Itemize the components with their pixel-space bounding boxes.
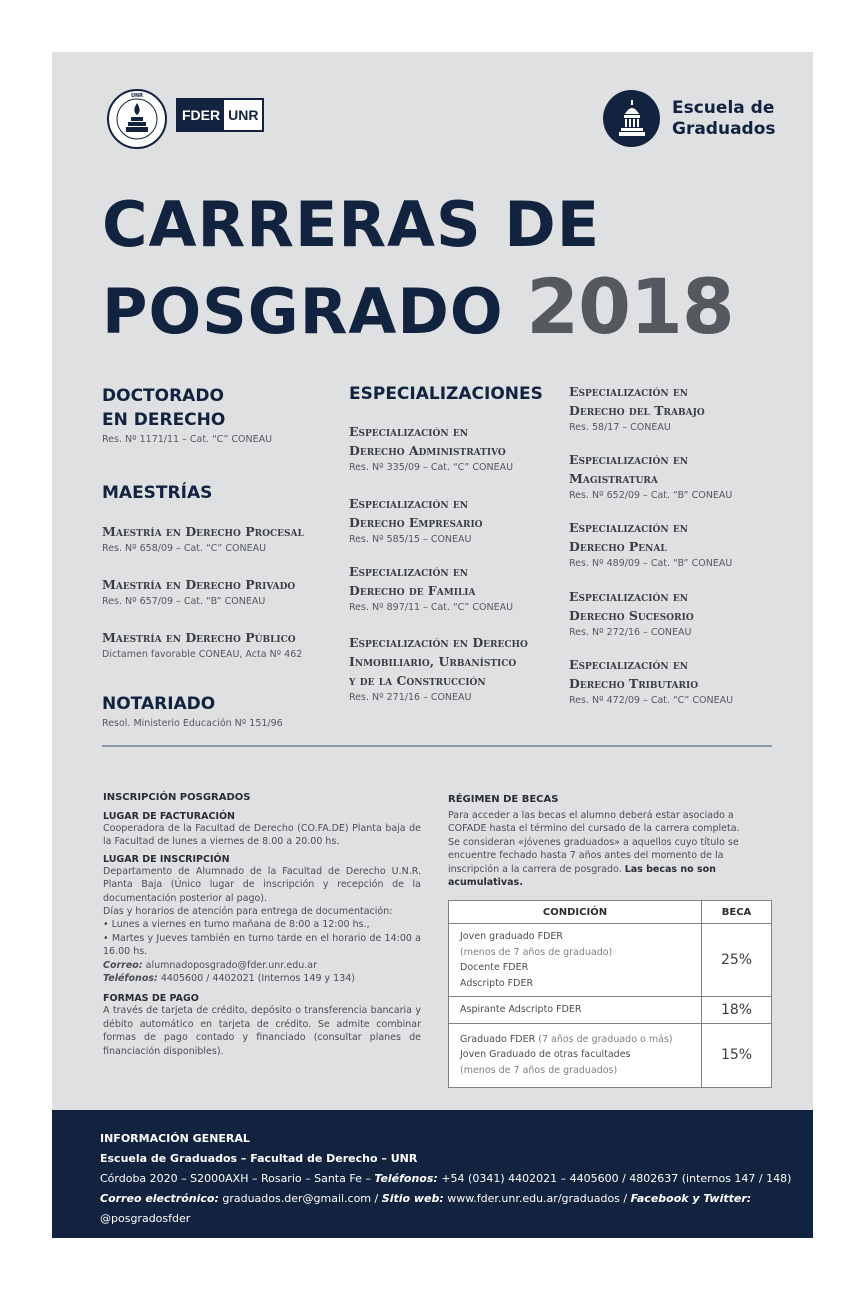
especializaciones-heading: ESPECIALIZACIONES bbox=[349, 384, 543, 404]
maestria-title: Maestría en Derecho Público bbox=[102, 630, 296, 645]
footer-social-handle[interactable]: @posgradosfder bbox=[100, 1212, 191, 1225]
condition-text: Joven graduado FDER bbox=[460, 931, 563, 942]
maestria-title: Maestría en Derecho Procesal bbox=[102, 524, 304, 539]
esp-title-line: y de la Construcción bbox=[349, 673, 486, 688]
facturacion-text: Cooperadora de la Facultad de Derecho (CO.FA.DE) Planta baja de la Facultad de lunes a viernes de 8.00 a 20.00 hs. bbox=[103, 823, 421, 848]
becas-table bbox=[448, 900, 772, 1088]
footer-web-link[interactable]: www.fder.unr.edu.ar/graduados bbox=[447, 1192, 620, 1205]
esp-title-line: Especialización en bbox=[569, 384, 688, 399]
table-row bbox=[449, 924, 772, 997]
inscripcion-heading: INSCRIPCIÓN POSGRADOS bbox=[103, 792, 251, 803]
becas-paragraph-1: Para acceder a las becas el alumno deberá estar asociado a COFADE hasta el término del cursado de la carrera completa. bbox=[448, 810, 740, 835]
becas-note: Las becas no son acumulativas. bbox=[448, 863, 716, 889]
condition-text: Adscripto FDER bbox=[460, 977, 534, 989]
pago-text: A través de tarjeta de crédito, depósito o transferencia bancaria y débito automático en tarjeta de crédito. Se admite combinar formas de pago contado y financiado (consultar planes de financiación disponibles). bbox=[103, 1005, 421, 1057]
correo-value: alumnadoposgrado@fder.unr.edu.ar bbox=[145, 959, 317, 971]
esp-title-line: Especialización en bbox=[569, 520, 688, 535]
condition-note: (7 años de graduado o más) bbox=[538, 1033, 673, 1045]
footer-tel-value: +54 (0341) 4402021 – 4405600 / 4802637 (internos 147 / 148) bbox=[441, 1172, 792, 1185]
list-item bbox=[102, 522, 342, 556]
esp-res: Res. Nº 897/11 – Cat. “C” CONEAU bbox=[349, 602, 514, 613]
esp-res: Res. Nº 271/16 – CONEAU bbox=[349, 692, 472, 703]
esp-res: Res. Nº 472/09 – Cat. “C” CONEAU bbox=[569, 695, 734, 706]
beca-percent: 15% bbox=[702, 1023, 772, 1087]
footer-address: Córdoba 2020 – S2000AXH – Rosario – Santa Fe – bbox=[100, 1172, 371, 1185]
escuela-line1: Escuela de bbox=[672, 97, 775, 118]
maestria-res: Res. Nº 657/09 – Cat. “B” CONEAU bbox=[102, 596, 266, 607]
becas-section bbox=[448, 794, 774, 889]
footer-tel-label: Teléfonos: bbox=[374, 1172, 438, 1185]
footer-social-label: Facebook y Twitter: bbox=[630, 1192, 752, 1205]
esp-title-line: Inmobiliario, Urbanístico bbox=[349, 654, 517, 669]
footer-web-label: Sitio web: bbox=[381, 1192, 444, 1205]
esp-title-line: Magistratura bbox=[569, 471, 658, 486]
escuela-line2: Graduados bbox=[672, 118, 776, 139]
condition-note: (menos de 7 años de graduados) bbox=[460, 1064, 618, 1076]
table-row bbox=[449, 1023, 772, 1087]
inscripcion-label: LUGAR DE INSCRIPCIÓN bbox=[103, 853, 230, 865]
page-title bbox=[102, 184, 734, 353]
condition-text: Joven Graduado de otras facultades bbox=[460, 1049, 631, 1061]
correo-label: Correo: bbox=[103, 959, 143, 971]
inscripcion-text: Departamento de Alumnado de la Facultad de Derecho U.N.R. Planta Baja (Único lugar de inscripción y recepción de la documentación posterior al pago). bbox=[103, 865, 421, 904]
col-beca: BECA bbox=[702, 901, 772, 924]
facturacion-label: LUGAR DE FACTURACIÓN bbox=[103, 811, 236, 822]
title-line1: CARRERAS DE bbox=[102, 188, 601, 261]
maestria-res: Res. Nº 658/09 – Cat. “C” CONEAU bbox=[102, 543, 267, 554]
list-item bbox=[569, 655, 769, 708]
list-item bbox=[349, 422, 564, 475]
list-item bbox=[569, 382, 769, 435]
escuela-graduados-logo bbox=[603, 90, 776, 147]
esp-title-line: Derecho de Familia bbox=[349, 583, 476, 598]
list-item bbox=[349, 633, 564, 705]
notariado-heading: NOTARIADO bbox=[102, 694, 216, 714]
poster bbox=[52, 52, 813, 1238]
dias-text: Días y horarios de atención para entrega de documentación: bbox=[103, 906, 393, 918]
fder-logo-left: FDER bbox=[178, 100, 224, 130]
condition-note: (menos de 7 años de graduado) bbox=[460, 946, 613, 958]
becas-paragraph-2: Se consideran «jóvenes graduados» a aquellos cuyo título se encuentre fechado hasta 7 años antes del momento de la inscripción a la carrera de posgrado. bbox=[448, 836, 739, 875]
svg-text:UNR: UNR bbox=[130, 93, 144, 99]
esp-res: Res. Nº 272/16 – CONEAU bbox=[569, 627, 692, 638]
becas-heading: RÉGIMEN DE BECAS bbox=[448, 794, 559, 805]
table-header-row bbox=[449, 901, 772, 924]
esp-res: Res. Nº 489/09 – Cat. “B” CONEAU bbox=[569, 558, 733, 569]
condition-text: Graduado FDER bbox=[460, 1033, 536, 1045]
title-year: 2018 bbox=[526, 262, 734, 351]
esp-title-line: Especialización en bbox=[569, 589, 688, 604]
esp-title-line: Especialización en bbox=[349, 496, 468, 511]
doctorado-title-2: EN DERECHO bbox=[102, 410, 226, 430]
telefonos-value: 4405600 / 4402021 (Internos 149 y 134) bbox=[160, 973, 355, 985]
maestria-title: Maestría en Derecho Privado bbox=[102, 577, 296, 592]
esp-title-line: Derecho Empresario bbox=[349, 515, 483, 530]
esp-title-line: Especialización en bbox=[569, 657, 688, 672]
esp-res: Res. Nº 585/15 – CONEAU bbox=[349, 534, 472, 545]
inscripcion-section bbox=[103, 792, 421, 1058]
pago-label: FORMAS DE PAGO bbox=[103, 993, 199, 1005]
list-item bbox=[569, 518, 769, 571]
esp-title-line: Especialización en bbox=[349, 424, 468, 439]
title-line2: POSGRADO bbox=[102, 275, 504, 348]
beca-percent: 18% bbox=[702, 997, 772, 1024]
condition-text: Aspirante Adscripto FDER bbox=[460, 1004, 582, 1015]
esp-title-line: Derecho Tributario bbox=[569, 676, 699, 691]
footer-email-label: Correo electrónico: bbox=[100, 1192, 219, 1205]
footer-school: Escuela de Graduados – Facultad de Derecho – UNR bbox=[100, 1152, 418, 1165]
footer: INFORMACIÓN GENERAL Escuela de Graduados – Facultad de Derecho – UNR Córdoba 2020 – S2000AXH – Rosario – Santa Fe – Teléfonos: +54 (0341) 4402021 – 4405600 / 4802637 (internos 147 / 148) Correo electrónico: graduados.der@gmail.com / Sitio web: www.fder.unr.edu.ar/graduados / Facebook y Twitter: @posgradosfder bbox=[52, 1110, 813, 1238]
footer-heading: INFORMACIÓN GENERAL bbox=[100, 1132, 250, 1145]
horario-bullet: • Lunes a viernes en turno mañana de 8:00 a 12:00 hs., bbox=[103, 919, 370, 931]
esp-title-line: Derecho Penal bbox=[569, 539, 667, 554]
fder-unr-logo bbox=[176, 98, 264, 132]
esp-title-line: Especialización en bbox=[349, 564, 468, 579]
esp-title-line: Derecho Sucesorio bbox=[569, 608, 694, 623]
esp-title-line: Especialización en bbox=[569, 452, 688, 467]
list-item bbox=[349, 562, 564, 615]
list-item bbox=[349, 494, 564, 547]
capitol-icon bbox=[603, 90, 660, 147]
maestrias-heading: MAESTRÍAS bbox=[102, 483, 213, 503]
fder-logo-right: UNR bbox=[224, 100, 262, 130]
telefonos-label: Teléfonos: bbox=[103, 973, 158, 985]
divider bbox=[102, 745, 772, 747]
doctorado-title-1: DOCTORADO bbox=[102, 386, 224, 406]
unr-seal-logo bbox=[107, 89, 167, 149]
maestria-res: Dictamen favorable CONEAU, Acta Nº 462 bbox=[102, 649, 303, 660]
list-item bbox=[102, 628, 342, 662]
esp-res: Res. 58/17 – CONEAU bbox=[569, 422, 671, 433]
list-item bbox=[569, 450, 769, 503]
list-item bbox=[102, 575, 342, 609]
notariado-res: Resol. Ministerio Educación Nº 151/96 bbox=[102, 718, 283, 729]
esp-title-line: Especialización en Derecho bbox=[349, 635, 528, 650]
esp-res: Res. Nº 652/09 – Cat. “B” CONEAU bbox=[569, 490, 733, 501]
esp-res: Res. Nº 335/09 – Cat. “C” CONEAU bbox=[349, 462, 514, 473]
horario-bullet: • Martes y Jueves también en turno tarde en el horario de 14:00 a 16.00 hs. bbox=[103, 932, 421, 958]
esp-title-line: Derecho Administrativo bbox=[349, 443, 506, 458]
footer-email-link[interactable]: graduados.der@gmail.com bbox=[222, 1192, 372, 1205]
doctorado-res: Res. Nº 1171/11 – Cat. “C” CONEAU bbox=[102, 434, 273, 445]
col-condicion: CONDICIÓN bbox=[449, 901, 702, 924]
list-item bbox=[569, 587, 769, 640]
condition-text: Docente FDER bbox=[460, 962, 529, 973]
beca-percent: 25% bbox=[702, 924, 772, 997]
esp-title-line: Derecho del Trabajo bbox=[569, 403, 705, 418]
table-row bbox=[449, 997, 772, 1024]
